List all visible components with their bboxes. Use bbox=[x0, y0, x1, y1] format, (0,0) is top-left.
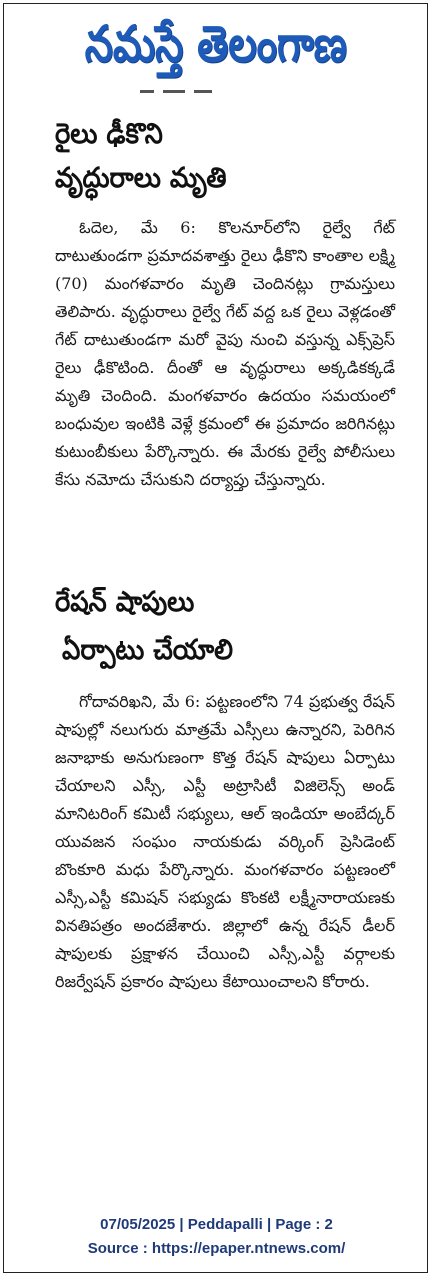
footer-date-edition: 07/05/2025 | Peddapalli | Page : 2 bbox=[100, 1216, 333, 1233]
article-1-headline-line1: రైలు ఢీకొని bbox=[55, 117, 163, 150]
article-1-headline-line2: వృద్ధురాలు మృతి bbox=[55, 161, 227, 194]
masthead-logo bbox=[10, 8, 422, 80]
article-2-body: గోదావరిఖని, మే 6: పట్టణంలోని 74 ప్రభుత్వ రేషన్ షాపుల్లో నలుగురు మాత్రమే ఎస్సీలు ఉన్నారని, పెరిగిన జనాభాకు అనుగుణంగా కొత్త రేషన్ షాపులు ఏర్పాటు చేయాలని ఎస్సీ, ఎస్టీ అట్రాసిటీ విజిలెన్స్ అండ్ మానిటరింగ్ కమిటీ సభ్యులు, ఆల్ ఇండియా అంబేద్కర్ యువజన సంఘం నాయకుడు వర్కింగ్ ప్రెసిడెంట్ బొంకూరి మధు పేర్కొన్నారు. మంగళవారం పట్టణంలో ఎస్సీ,ఎస్టీ కమిషన్ సభ్యుడు కొంకటి లక్ష్మీనారాయణకు వినతిపత్రం అందజేశారు. జిల్లాలో ఉన్న రేషన్ డీలర్ షాపులకు ప్రక్షాళన చేయించి ఎస్సీ,ఎస్టీ వర్గాలకు రిజర్వేషన్ ప్రకారం షాపులు కేటాయించాలని కోరారు. bbox=[55, 692, 395, 991]
cropped-text-fragment bbox=[140, 90, 260, 106]
footer-source: Source : https://epaper.ntnews.com/ bbox=[87, 1240, 346, 1257]
article-1-body: ఓదెల, మే 6: కొలనూర్‌లోని రైల్వే గేట్ దాటుతుండగా ప్రమాదవశాత్తు రైలు ఢీకొని కాంతాల లక్ష్మి (70) మంగళవారం మృతి చెందినట్లు గ్రామస్తులు తెలిపారు. వృద్ధురాలు రైల్వే గేట్ వద్ద ఒక రైలు వెళ్లడంతో గేట్ దాటుతుండగా మరో వైపు నుంచి వస్తున్న ఎక్స్‌ప్రెస్ రైలు ఢీకొటింది. దీంతో ఆ వృద్ధురాలు అక్కడికక్కడే మృతి చెందింది. మంగళవారం ఉదయం సమయంలో బంధువుల ఇంటికి వెళ్లే క్రమంలో ఈ ప్రమాదం జరిగినట్లు కుటుంబీకులు పేర్కొన్నారు. ఈ మేరకు రైల్వే పోలీసులు కేసు నమోదు చేసుకుని దర్యాప్తు చేస్తున్నారు. bbox=[55, 218, 395, 489]
masthead-title: నమస్తే తెలంగాణ bbox=[84, 15, 348, 73]
article-2-headline-line1: రేషన్ షాపులు bbox=[55, 585, 195, 618]
news-clipping bbox=[40, 90, 420, 1200]
article-2-headline-line2: ఏర్పాటు చేయాలి bbox=[62, 633, 234, 666]
